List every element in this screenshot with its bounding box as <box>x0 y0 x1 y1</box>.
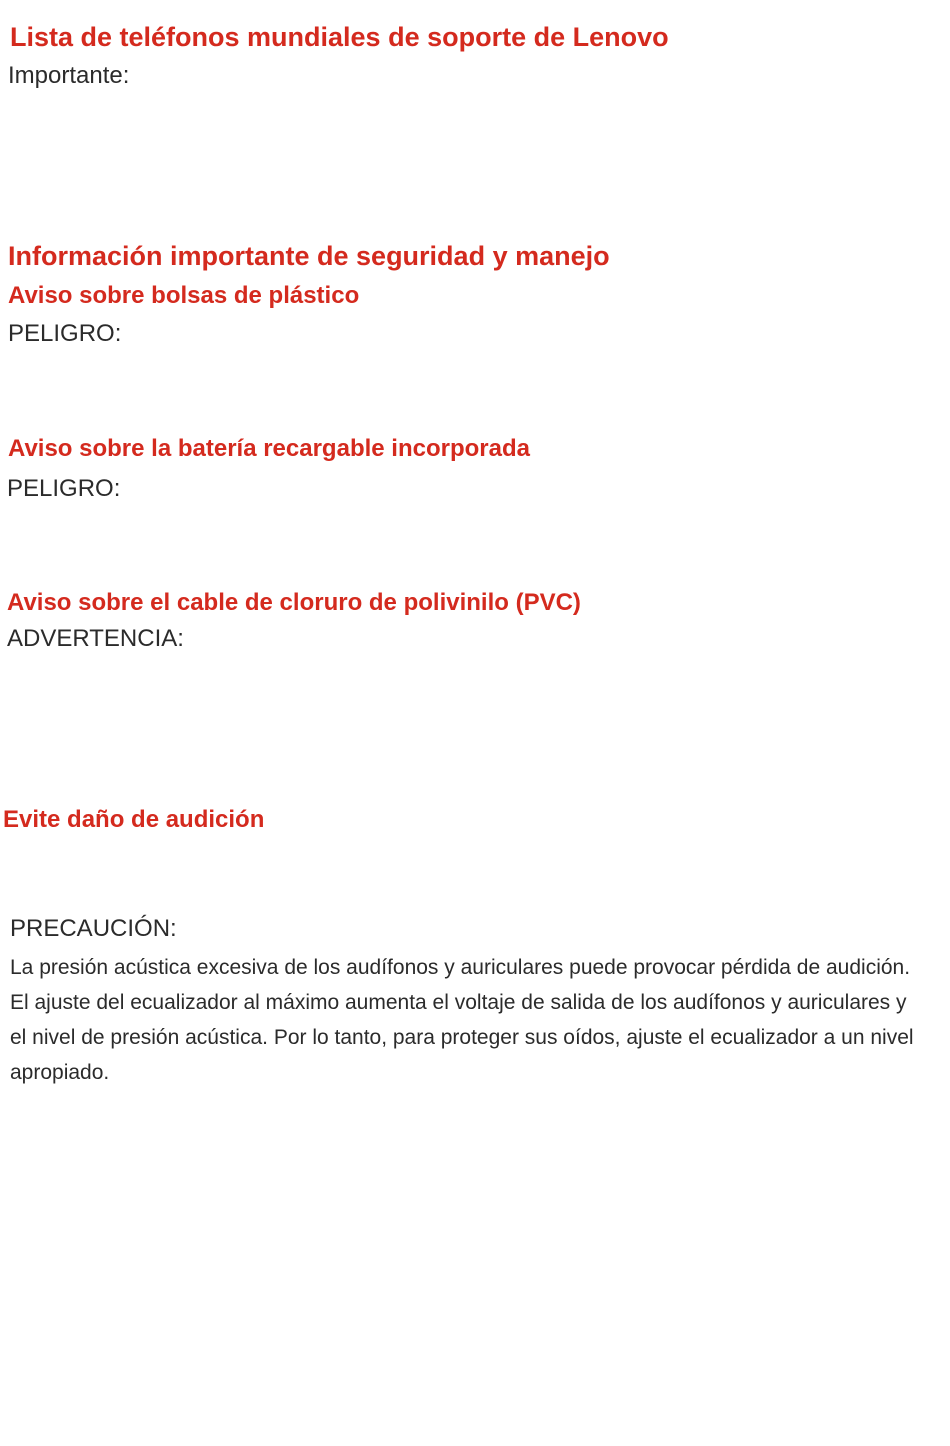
support-phone-list-heading: Lista de teléfonos mundiales de soporte de Lenovo <box>10 22 669 52</box>
plastic-bags-heading: Aviso sobre bolsas de plástico <box>8 282 360 309</box>
important-label: Importante: <box>8 62 130 89</box>
hearing-caution-label: PRECAUCIÓN: <box>10 915 177 942</box>
pvc-warning-label: ADVERTENCIA: <box>7 625 184 652</box>
hearing-caution-body: La presión acústica excesiva de los audífonos y auriculares puede provocar pérdida de audición. El ajuste del ecualizador al máximo aumenta el voltaje de salida de los audífonos y auriculares y el nivel de presión acústica. Por lo tanto, para proteger sus oídos, ajuste el ecualizador a un nivel apropiado. <box>10 956 914 1084</box>
hearing-damage-heading: Evite daño de audición <box>3 806 265 833</box>
battery-heading: Aviso sobre la batería recargable incorporada <box>8 435 530 462</box>
pvc-cable-heading: Aviso sobre el cable de cloruro de polivinilo (PVC) <box>7 589 581 616</box>
safety-handling-heading: Información importante de seguridad y manejo <box>8 241 610 271</box>
battery-danger-label: PELIGRO: <box>7 475 121 502</box>
plastic-bags-danger-label: PELIGRO: <box>8 320 122 347</box>
